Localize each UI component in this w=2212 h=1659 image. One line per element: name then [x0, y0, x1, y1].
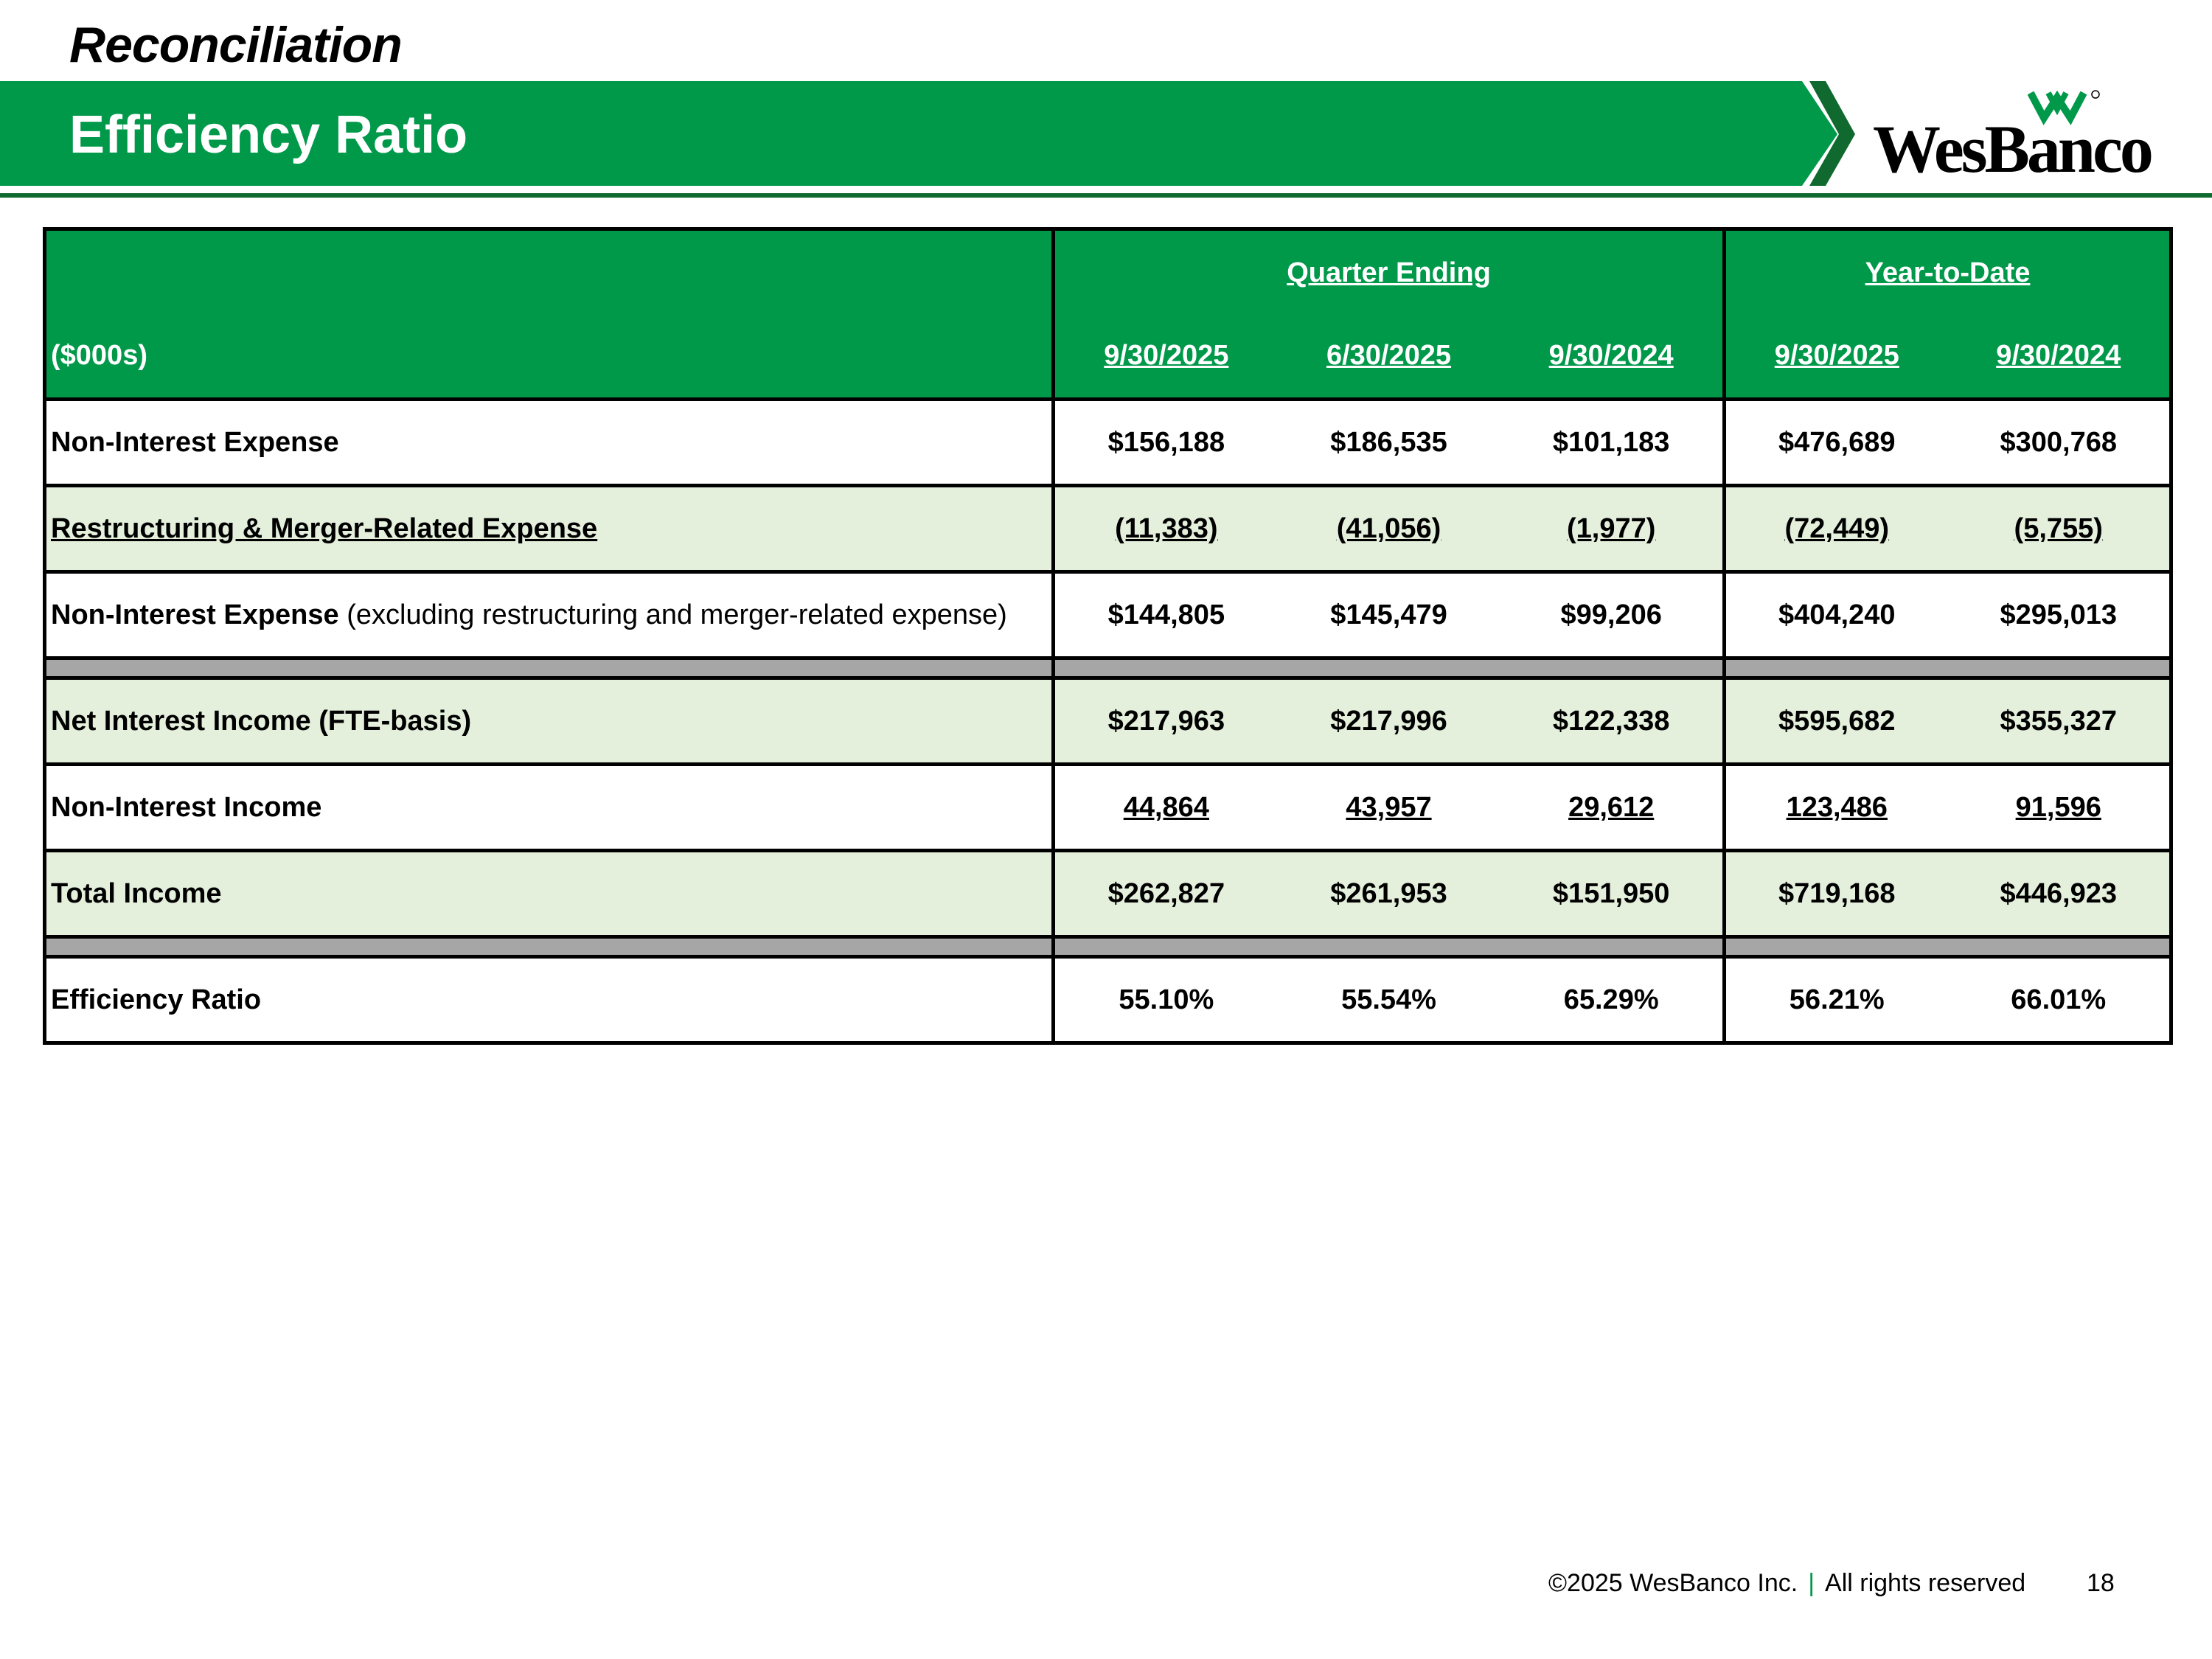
logo-wordmark: WesBanco: [1873, 111, 2151, 187]
value-cell: (41,056): [1336, 512, 1441, 544]
value-cell: $151,950: [1552, 877, 1670, 909]
value-cell: $262,827: [1107, 877, 1225, 909]
value-cell: $404,240: [1778, 599, 1896, 630]
title-banner: [0, 81, 1858, 188]
wesbanco-logo: [1873, 87, 2151, 187]
value-cell: $144,805: [1107, 599, 1225, 630]
value-cell: $476,689: [1778, 426, 1896, 458]
footer: [1548, 1569, 2115, 1598]
value-cell: $217,963: [1107, 705, 1225, 737]
section-label: Reconciliation: [69, 17, 402, 73]
unit-label: ($000s): [51, 340, 147, 371]
page-title: Efficiency Ratio: [69, 105, 468, 164]
value-cell: 66.01%: [2011, 984, 2107, 1015]
ytd-values: [1725, 765, 2171, 851]
row-label: Non-Interest Income: [45, 765, 1054, 851]
row-label: Efficiency Ratio: [45, 957, 1054, 1043]
value-cell: 55.54%: [1341, 984, 1436, 1015]
date-header: 9/30/2024: [1996, 340, 2121, 371]
quarter-values: [1054, 400, 1725, 486]
ytd-values: [1725, 400, 2171, 486]
ytd-group-title: Year-to-Date: [1865, 257, 2031, 288]
value-cell: $217,996: [1330, 705, 1447, 737]
date-header: 9/30/2024: [1548, 340, 1674, 371]
ytd-group-header: [1725, 229, 2171, 400]
value-cell: 55.10%: [1119, 984, 1214, 1015]
row-label: Non-Interest Expense (excluding restructuring and merger-related expense): [45, 572, 1054, 658]
value-cell: $186,535: [1330, 426, 1447, 458]
quarter-values: [1054, 486, 1725, 572]
value-cell: $300,768: [2000, 426, 2117, 458]
ytd-values: [1725, 851, 2171, 937]
value-cell: $99,206: [1560, 599, 1662, 630]
value-cell: (5,755): [2014, 512, 2103, 544]
quarter-values: [1054, 957, 1725, 1043]
value-cell: $156,188: [1107, 426, 1225, 458]
page-number: 18: [2087, 1569, 2115, 1597]
table-row: [45, 765, 2171, 851]
quarter-values: [1054, 572, 1725, 658]
quarter-values: [1054, 678, 1725, 765]
table-row: [45, 572, 2171, 658]
quarter-values: [1054, 765, 1725, 851]
table-row: [45, 851, 2171, 937]
spacer-row: [45, 658, 2171, 678]
value-cell: $446,923: [2000, 877, 2117, 909]
copyright-text: ©2025 WesBanco Inc.: [1548, 1569, 1798, 1597]
value-cell: $261,953: [1330, 877, 1447, 909]
rights-text: All rights reserved: [1825, 1569, 2026, 1597]
value-cell: 56.21%: [1789, 984, 1885, 1015]
value-cell: $101,183: [1552, 426, 1670, 458]
value-cell: (11,383): [1115, 512, 1218, 544]
value-cell: 65.29%: [1563, 984, 1659, 1015]
quarter-group-title: Quarter Ending: [1287, 257, 1491, 288]
ytd-values: [1725, 678, 2171, 765]
value-cell: 29,612: [1568, 791, 1655, 823]
table-row: [45, 400, 2171, 486]
value-cell: $355,327: [2000, 705, 2117, 737]
date-header: 6/30/2025: [1326, 340, 1452, 371]
ytd-values: [1725, 486, 2171, 572]
value-cell: (1,977): [1566, 512, 1656, 544]
row-label: Net Interest Income (FTE-basis): [45, 678, 1054, 765]
row-label-note: (excluding restructuring and merger-related expense): [338, 599, 1007, 630]
value-cell: $122,338: [1552, 705, 1670, 737]
quarter-group-header: [1054, 229, 1725, 400]
row-label: Non-Interest Expense: [45, 400, 1054, 486]
value-cell: $295,013: [2000, 599, 2117, 630]
ytd-values: [1725, 572, 2171, 658]
value-cell: $595,682: [1778, 705, 1896, 737]
quarter-values: [1054, 851, 1725, 937]
value-cell: (72,449): [1784, 512, 1890, 544]
spacer-row: [45, 937, 2171, 957]
row-label: Total Income: [45, 851, 1054, 937]
ytd-values: [1725, 957, 2171, 1043]
table-header-row: [45, 229, 2171, 400]
date-header: 9/30/2025: [1104, 340, 1229, 371]
table-row: [45, 486, 2171, 572]
footer-separator: |: [1808, 1569, 1815, 1597]
efficiency-ratio-table: [43, 227, 2173, 1045]
row-label: Restructuring & Merger-Related Expense: [45, 486, 1054, 572]
value-cell: 44,864: [1123, 791, 1209, 823]
header-rule: [0, 193, 2212, 198]
value-cell: $719,168: [1778, 877, 1896, 909]
value-cell: 43,957: [1346, 791, 1432, 823]
value-cell: 91,596: [2015, 791, 2101, 823]
table-row: [45, 678, 2171, 765]
value-cell: $145,479: [1330, 599, 1447, 630]
date-header: 9/30/2025: [1774, 340, 1899, 371]
header-label-cell: [45, 229, 1054, 400]
value-cell: 123,486: [1786, 791, 1888, 823]
table-row: [45, 957, 2171, 1043]
